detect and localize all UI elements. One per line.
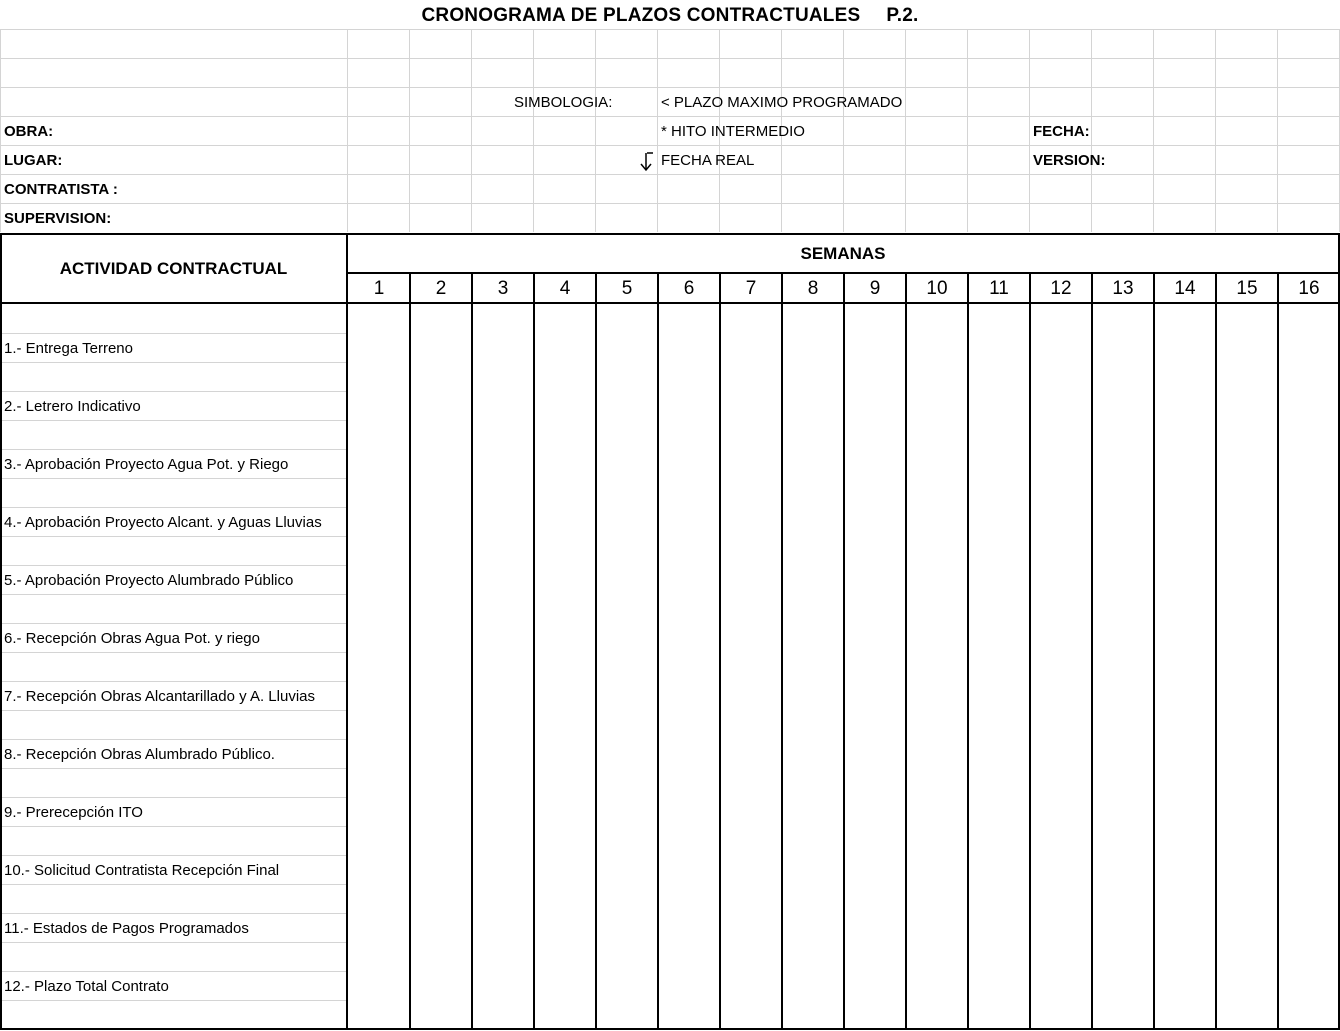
table-border	[0, 233, 1340, 235]
table-border	[346, 233, 348, 1030]
cell-gridline	[1153, 29, 1154, 232]
week-number: 6	[683, 278, 695, 299]
cell-gridline	[843, 29, 844, 232]
week-number: 8	[807, 278, 819, 299]
contratista-label: CONTRATISTA :	[4, 181, 118, 198]
week-number: 2	[435, 278, 447, 299]
cell-gridline	[1091, 29, 1092, 232]
activity-item: 11.- Estados de Pagos Programados	[4, 920, 249, 937]
table-border	[1215, 272, 1217, 1028]
week-number: 9	[869, 278, 881, 299]
activity-column-header: ACTIVIDAD CONTRACTUAL	[59, 259, 288, 278]
week-number: 12	[1050, 278, 1072, 299]
week-number: 3	[497, 278, 509, 299]
activity-item: 8.- Recepción Obras Alumbrado Público.	[4, 746, 275, 763]
obra-label: OBRA:	[4, 123, 54, 140]
page-title	[0, 0, 1340, 30]
cell-gridline	[409, 29, 410, 232]
cell-gridline	[967, 29, 968, 232]
cell-gridline	[1215, 29, 1216, 232]
table-border	[0, 233, 2, 1030]
cell-gridline	[905, 29, 906, 232]
lugar-label: LUGAR:	[4, 152, 63, 169]
cell-gridline	[1277, 29, 1278, 232]
cell-gridline	[595, 29, 596, 232]
table-border	[471, 272, 473, 1028]
simbologia-label: SIMBOLOGIA:	[514, 94, 613, 111]
fecha-label: FECHA:	[1033, 123, 1090, 140]
week-number: 15	[1236, 278, 1258, 299]
table-border	[1029, 272, 1031, 1028]
table-border	[967, 272, 969, 1028]
weeks-header: SEMANAS	[800, 244, 886, 263]
cell-gridline	[1029, 29, 1030, 232]
supervision-label: SUPERVISION:	[4, 210, 112, 227]
cell-gridline	[471, 29, 472, 232]
week-number: 4	[559, 278, 571, 299]
activity-item: 10.- Solicitud Contratista Recepción Final	[4, 862, 280, 879]
table-border	[781, 272, 783, 1028]
table-border	[1277, 272, 1279, 1028]
fecha-real-arrow-icon	[636, 146, 656, 174]
week-number: 16	[1298, 278, 1320, 299]
legend-plazo: < PLAZO MAXIMO PROGRAMADO	[661, 94, 903, 111]
table-border	[0, 1028, 1340, 1030]
activity-item: 1.- Entrega Terreno	[4, 340, 133, 357]
table-border	[0, 302, 1340, 304]
week-number: 5	[621, 278, 633, 299]
title-suffix: P.2.	[886, 5, 919, 26]
activity-item: 2.- Letrero Indicativo	[4, 398, 141, 415]
week-number: 14	[1174, 278, 1196, 299]
week-number: 11	[989, 278, 1009, 299]
cell-gridline	[0, 58, 1340, 59]
legend-fecha-real: FECHA REAL	[661, 152, 755, 169]
week-number: 10	[926, 278, 948, 299]
activity-item: 12.- Plazo Total Contrato	[4, 978, 169, 995]
legend-hito: * HITO INTERMEDIO	[661, 123, 805, 140]
table-border	[905, 272, 907, 1028]
week-number: 7	[745, 278, 757, 299]
cell-gridline	[0, 29, 1, 232]
table-border	[595, 272, 597, 1028]
table-border	[409, 272, 411, 1028]
table-border	[1153, 272, 1155, 1028]
table-border	[533, 272, 535, 1028]
cell-gridline	[0, 203, 1340, 204]
cell-gridline	[657, 29, 658, 232]
activity-item: 3.- Aprobación Proyecto Agua Pot. y Riego	[4, 456, 289, 473]
activity-item: 7.- Recepción Obras Alcantarillado y A. Lluvias	[4, 688, 315, 705]
table-border	[1091, 272, 1093, 1028]
cell-gridline	[533, 29, 534, 232]
activity-item: 9.- Prerecepción ITO	[4, 804, 143, 821]
activity-item: 4.- Aprobación Proyecto Alcant. y Aguas Lluvias	[4, 514, 322, 531]
table-border	[719, 272, 721, 1028]
activity-item: 5.- Aprobación Proyecto Alumbrado Público	[4, 572, 294, 589]
table-border	[843, 272, 845, 1028]
title-main: CRONOGRAMA DE PLAZOS CONTRACTUALES	[421, 5, 861, 26]
version-label: VERSION:	[1033, 152, 1106, 169]
table-border	[657, 272, 659, 1028]
cell-gridline	[347, 29, 348, 232]
week-number: 13	[1112, 278, 1134, 299]
week-number: 1	[373, 278, 385, 299]
activity-item: 6.- Recepción Obras Agua Pot. y riego	[4, 630, 260, 647]
